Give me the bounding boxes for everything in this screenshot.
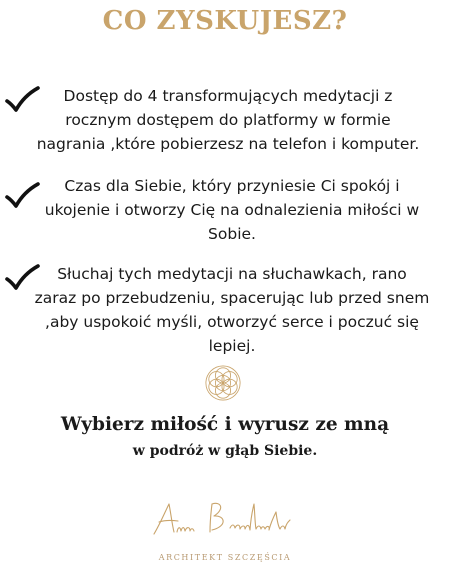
benefit-line: Słuchaj tych medytacji na słuchawkach, rano <box>57 265 407 283</box>
benefit-text <box>8 84 448 156</box>
benefit-line: ,aby uspokoić myśli, otworzyć serce i poczuć się <box>45 313 419 331</box>
flower-of-life-icon <box>204 364 242 402</box>
benefit-line: Dostęp do 4 transformujących medytacji z <box>63 87 393 105</box>
page-title: CO ZYSKUJESZ? <box>102 6 348 36</box>
closing-subheading: w podróż w głąb Siebie. <box>132 443 318 459</box>
signature-logo <box>150 498 300 540</box>
benefit-line: nagrania ,które pobierzesz na telefon i komputer. <box>36 135 420 153</box>
benefit-line: rocznym dostępem do platformy w formie <box>65 111 391 129</box>
brand-name: ARCHITEKT SZCZĘŚCIA <box>158 553 292 562</box>
closing-heading: Wybierz miłość i wyrusz ze mną <box>60 414 390 435</box>
benefit-text <box>20 174 444 246</box>
benefit-line: zaraz po przebudzeniu, spacerując lub przed snem <box>34 289 430 307</box>
benefit-line: Sobie. <box>208 225 256 243</box>
benefit-line: lepiej. <box>208 337 256 355</box>
benefit-line: ukojenie i otworzy Cię na odnalezienia miłości w <box>44 201 420 219</box>
benefit-text <box>22 262 442 358</box>
benefit-line: Czas dla Siebie, który przyniesie Ci spokój i <box>64 177 400 195</box>
